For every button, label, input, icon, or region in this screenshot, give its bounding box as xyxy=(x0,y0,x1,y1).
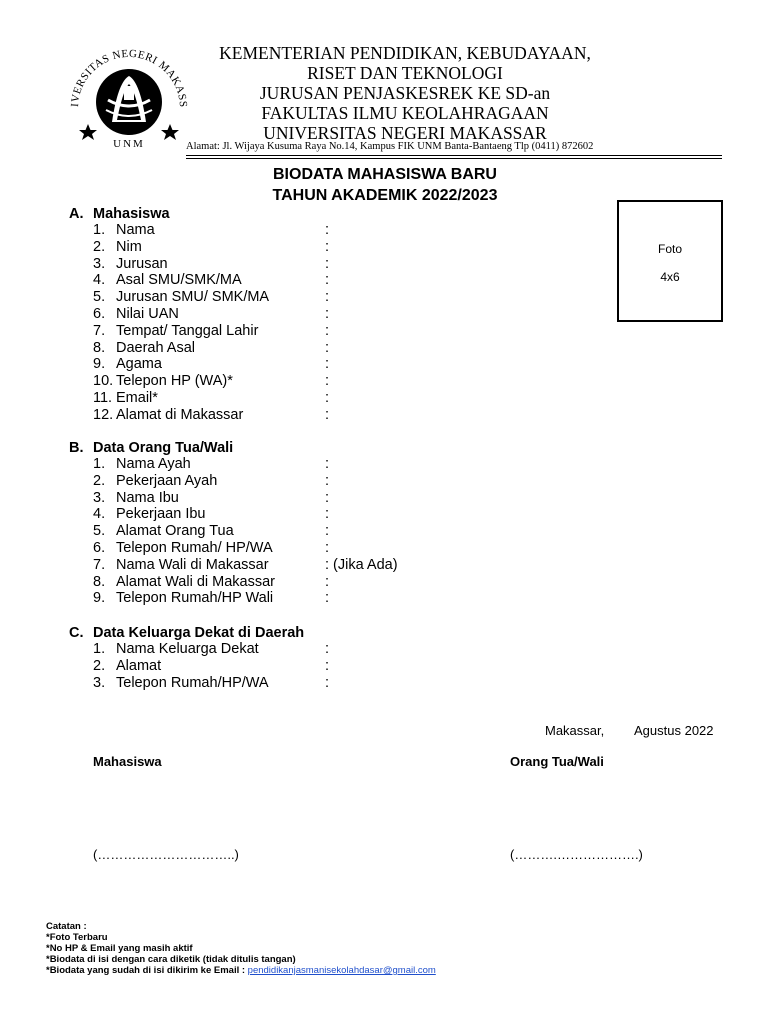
field-colon: : xyxy=(325,222,330,238)
form-title: BIODATA MAHASISWA BARU xyxy=(273,166,497,183)
field-label: Nama Keluarga Dekat xyxy=(116,641,259,657)
field-label: Pekerjaan Ayah xyxy=(116,472,218,489)
form-field-row xyxy=(0,473,600,490)
field-label: Jurusan SMU/ SMK/MA xyxy=(116,289,270,306)
university-logo xyxy=(68,42,190,150)
field-colon: : xyxy=(325,573,330,590)
note-line: *Foto Terbaru xyxy=(46,932,108,943)
logo-arc-text: IVERSITAS NEGERI MAKASS xyxy=(68,47,190,108)
field-number: 8. xyxy=(93,573,106,590)
field-number: 3. xyxy=(93,489,106,506)
field-colon: : xyxy=(325,472,330,489)
form-field-row xyxy=(0,289,600,306)
letterhead-line-5: UNIVERSITAS NEGERI MAKASSAR xyxy=(263,123,547,143)
form-field-row xyxy=(0,540,600,557)
field-colon: : xyxy=(325,272,330,289)
field-number: 2. xyxy=(93,238,106,255)
field-colon: : xyxy=(325,641,330,657)
field-colon: : xyxy=(325,456,330,472)
student-signature-label: Mahasiswa xyxy=(93,754,162,769)
signing-date: Agustus 2022 xyxy=(634,723,714,738)
letterhead-rule-thin xyxy=(186,158,722,159)
form-field-row xyxy=(0,323,600,340)
field-label: Nama Wali di Makassar xyxy=(116,556,269,573)
field-colon: : xyxy=(325,356,330,373)
field-label: Email* xyxy=(116,390,158,406)
field-number: 3. xyxy=(93,255,106,272)
photo-box xyxy=(617,200,723,322)
field-label: Nama xyxy=(116,222,155,238)
note-line-email xyxy=(46,965,436,976)
form-field-row xyxy=(0,590,600,607)
parent-signature-line: (……….……………….) xyxy=(510,847,643,862)
signing-place: Makassar, xyxy=(545,723,605,738)
photo-label: Foto xyxy=(657,242,682,256)
field-number: 1. xyxy=(93,456,106,472)
section-heading xyxy=(69,440,233,456)
letterhead-address: Alamat: Jl. Wijaya Kusuma Raya No.14, Kampus FIK UNM Banta-Bantaeng Tlp (0411) 872602 xyxy=(186,141,594,152)
field-colon: : xyxy=(325,489,330,506)
form-field-row xyxy=(0,222,600,239)
field-number: 8. xyxy=(93,339,106,356)
field-label: Telepon HP (WA)* xyxy=(116,373,233,390)
section-heading xyxy=(69,625,304,641)
field-label: Alamat Orang Tua xyxy=(116,523,234,540)
letterhead-line-4: FAKULTAS ILMU KEOLAHRAGAAN xyxy=(261,103,549,123)
field-label: Asal SMU/SMK/MA xyxy=(116,272,242,289)
field-colon: : xyxy=(325,339,330,356)
form-field-row xyxy=(0,239,600,256)
form-field-row xyxy=(0,490,600,507)
field-label: Jurusan xyxy=(116,255,168,272)
field-colon: : xyxy=(325,306,330,322)
section-title: Data Orang Tua/Wali xyxy=(93,440,234,456)
field-number: 11. xyxy=(93,390,113,406)
parent-signature-label: Orang Tua/Wali xyxy=(510,754,604,769)
field-number: 1. xyxy=(93,222,106,238)
note-email-prefix: *Biodata yang sudah di isi dikirim ke Email : xyxy=(46,965,248,976)
form-field-row xyxy=(0,456,600,473)
note-line: *Biodata di isi dengan cara diketik (tidak ditulis tangan) xyxy=(46,954,296,965)
field-number: 1. xyxy=(93,641,106,657)
field-colon: : xyxy=(325,238,330,255)
form-field-row xyxy=(0,407,600,424)
field-colon: : xyxy=(325,255,330,272)
field-label: Tempat/ Tanggal Lahir xyxy=(116,322,259,339)
section-title: Data Keluarga Dekat di Daerah xyxy=(93,625,305,641)
letterhead-line-2: RISET DAN TEKNOLOGI xyxy=(307,63,503,83)
field-number: 5. xyxy=(93,523,106,540)
letterhead-line-3: JURUSAN PENJASKESREK KE SD-an xyxy=(259,83,551,103)
field-colon: : xyxy=(325,289,330,306)
field-colon: : xyxy=(325,657,330,674)
field-colon: : xyxy=(325,390,330,406)
email-link[interactable]: pendidikanjasmanisekolahdasar@gmail.com xyxy=(247,965,436,976)
field-label: Nama Ibu xyxy=(116,489,179,506)
photo-size: 4x6 xyxy=(660,270,680,284)
form-field-row xyxy=(0,390,600,407)
field-number: 10. xyxy=(93,373,114,390)
field-number: 2. xyxy=(93,657,106,674)
field-colon: : xyxy=(325,322,330,339)
field-colon: : xyxy=(325,523,330,540)
field-label: Alamat xyxy=(116,657,162,674)
form-field-row xyxy=(0,373,600,390)
field-number: 2. xyxy=(93,472,106,489)
form-subtitle: TAHUN AKADEMIK 2022/2023 xyxy=(272,187,498,204)
field-label: Nim xyxy=(116,238,142,255)
form-field-row xyxy=(0,256,600,273)
form-field-row xyxy=(0,675,600,692)
field-colon: : xyxy=(325,506,330,523)
form-field-row xyxy=(0,523,600,540)
field-number: 6. xyxy=(93,306,106,322)
form-field-row xyxy=(0,658,600,675)
field-label: Alamat di Makassar xyxy=(116,406,244,423)
field-number: 7. xyxy=(93,556,106,573)
student-signature-line: (…………………………..) xyxy=(93,847,239,862)
field-label: Nilai UAN xyxy=(116,306,179,322)
section-letter: B. xyxy=(69,440,84,456)
form-field-row xyxy=(0,641,600,658)
field-number: 4. xyxy=(93,506,106,523)
field-label: Alamat Wali di Makassar xyxy=(116,573,276,590)
field-number: 9. xyxy=(93,356,106,373)
field-label: Telepon Rumah/ HP/WA xyxy=(116,540,273,556)
section-letter: C. xyxy=(69,625,84,641)
form-field-row xyxy=(0,272,600,289)
form-field-row xyxy=(0,356,600,373)
field-label: Agama xyxy=(116,356,162,373)
field-number: 6. xyxy=(93,540,106,556)
note-line: *No HP & Email yang masih aktif xyxy=(46,943,193,954)
field-number: 9. xyxy=(93,590,106,607)
field-label: Telepon Rumah/HP Wali xyxy=(116,590,274,607)
form-field-row xyxy=(0,557,600,574)
form-field-row xyxy=(0,574,600,591)
logo-bottom-text: UNM xyxy=(113,138,145,150)
field-colon: : (Jika Ada) xyxy=(325,556,398,573)
field-colon: : xyxy=(325,674,330,691)
field-label: Daerah Asal xyxy=(116,339,195,356)
notes-heading: Catatan : xyxy=(46,921,87,932)
letterhead-rule-thick xyxy=(186,155,722,156)
field-number: 7. xyxy=(93,322,106,339)
logo-emblem xyxy=(96,69,162,135)
notes xyxy=(46,921,436,976)
letterhead-line-1: KEMENTERIAN PENDIDIKAN, KEBUDAYAAN, xyxy=(219,43,591,63)
field-colon: : xyxy=(325,540,330,556)
section-heading xyxy=(69,206,170,222)
field-number: 12. xyxy=(93,406,114,423)
field-number: 5. xyxy=(93,289,106,306)
field-label: Pekerjaan Ibu xyxy=(116,506,206,523)
field-label: Nama Ayah xyxy=(116,456,191,472)
field-colon: : xyxy=(325,590,330,607)
section-title: Mahasiswa xyxy=(93,206,170,222)
section-letter: A. xyxy=(69,206,84,222)
field-colon: : xyxy=(325,373,330,390)
field-number: 4. xyxy=(93,272,106,289)
form-field-row xyxy=(0,506,600,523)
form-field-row xyxy=(0,340,600,357)
field-colon: : xyxy=(325,406,330,423)
field-label: Telepon Rumah/HP/WA xyxy=(116,674,269,691)
form-field-row xyxy=(0,306,600,323)
field-number: 3. xyxy=(93,674,106,691)
